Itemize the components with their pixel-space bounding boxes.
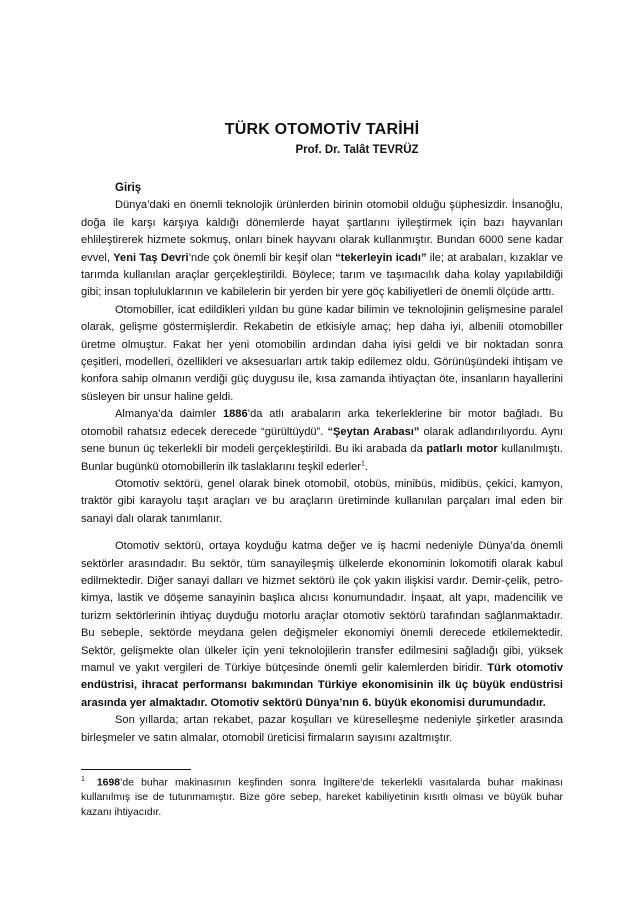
section-heading: Giriş [115, 182, 142, 194]
p3-text-5: . [364, 460, 368, 473]
p1-bold-1: Yeni Taş Devri [113, 251, 189, 264]
p1-text-3: ile; at arabaları, kızaklar ve tarımda kullanılan araçlar gerçekleştirildi. Böylece; tarım ve taşımacılık daha kolay yapılabildiği gibi; insan topluluklarının ve kabilelerin bir yerden bir yere göç kabiliyetleri de önemli ölçüde arttı. [81, 251, 563, 299]
author-line: Prof. Dr. Talât TEVRÜZ [295, 144, 419, 156]
p3-bold-2: “Şeytan Arabası” [327, 425, 420, 438]
p1-bold-2: “tekerleyin icadı” [335, 251, 427, 264]
paragraph-3 [81, 406, 563, 476]
footnote-bold-year: 1698 [96, 777, 121, 789]
footnote-mark: 1 [81, 776, 85, 783]
p3-text-2: ’da atlı arabaların arka tekerleklerine bir motor bağladı. Bu otomobil rahatsız edecek derecede “gürültüydü”. [81, 408, 563, 438]
paragraph-1 [81, 197, 563, 301]
footnote-separator [81, 769, 191, 770]
footnote-reference: 1 [360, 459, 365, 467]
paragraph-5 [81, 538, 563, 712]
p1-text-1: Dünya’daki en önemli teknolojik ürünlerden birinin otomobil olduğu şüphesizdir. İnsanoğlu, doğa ile karşı karşıya kaldığı dönemlerde hayat şartlarını iyileştirmek için bazı hayvanları ehlileştirerek hizmete sokmuş, onları binek hayvanı olarak kullanmıştır. Bundan 6000 sene kadar evvel, [81, 199, 563, 264]
paragraph-4: Otomotiv sektörü, genel olarak binek otomobil, otobüs, minibüs, midibüs, çekici, kamyon, traktör gibi karayolu taşıt araçları ve bu araçların üretiminde kullanılan parçaları imal eden bir sanayi dalı olarak tanımlanır. [81, 477, 563, 525]
footnote [81, 772, 563, 820]
p3-text-3: olarak adlandırılıyordu. Aynı sene bunun üç tekerlekli bir modeli gerçekleştirildi. Bu iki arabada da [81, 425, 563, 456]
p3-bold-1: 1886 [222, 408, 248, 421]
paragraph-6: Son yıllarda; artan rekabet, pazar koşulları ve küreselleşme nedeniyle şirketler arasında birleşmeler ve satın almalar, otomobil üreticisi firmaların sayısını azaltmıştır. [81, 714, 563, 744]
body-text [81, 180, 563, 747]
p3-bold-3: patlarlı motor [426, 443, 498, 456]
paragraph-2: Otomobiller, icat edildikleri yıldan bu güne kadar bilimin ve teknolojinin gelişmesine paralel olarak, gelişme göstermişlerdir. Rekabetin de etkisiyle amaç; hep daha iyi, albenili otomobiller üretme olmuştur. Fakat her yeni otomobilin ardından daha iyisi geldi ve bir noktadan sonra çeşitleri, modelleri, özellikleri ve aksesuarları artık takip edilemez oldu. Görünüşündeki ihtişam ve konfora sahip olmanın verdiği güç duygusu ile, kısa zamanda ihtiyaçtan öte, insanların hayallerini süsleyen bir unsur haline geldi. [81, 303, 563, 403]
p5-bold-1: Türk otomotiv endüstrisi, ihracat performansı bakımından Türkiye ekonomisinin ilk üç büyük endüstrisi arasında yer almaktadır. Otomotiv sektörü Dünya’nın 6. büyük ekonomisi durumundadır. [81, 661, 563, 709]
p3-text-1: Almanya’da daimler [115, 408, 223, 421]
p1-text-2: ’nde çok önemli bir keşif olan [188, 251, 336, 264]
footnote-text: ’de buhar makinasının keşfinden sonra İngiltere’de tekerlekli vasıtalarda buhar makinası kullanılmış ise de tutunmamıştır. Bize göre sebep, hareket kabiliyetinin kısıtlı olması ve büyük buhar kazanı ihtiyacıdır. [81, 777, 563, 819]
document-title: TÜRK OTOMOTİV TARİHİ [224, 121, 420, 138]
p5-text-1: Otomotiv sektörü, ortaya koyduğu katma değer ve iş hacmi nedeniyle Dünya’da önemli sektörler arasındadır. Bu sektör, tüm sanayileşmiş ülkelerde ekonominin lokomotifi olarak kabul edilmektedir. Diğer sanayi dalları ve hizmet sektörü ile çok yakın ilişkisi vardır. Demir-çelik, petro-kimya, lastik ve döşeme sanayinin başlıca alıcısı konumundadır. İnşaat, alt yapı, madencilik ve turizm sektörlerinin ihtiyaç duyduğu motorlu araçlar otomotiv sektörü tarafından sağlanmaktadır. Bu sebeple, sektörde meydana gelen değişmeler ekonomiyi önemli derecede etkilemektedir. Sektör, gelişmekte olan ülkeler için yeni teknolojilerin transfer edilmesini sağladığı gibi, yüksek mamul ve yakıt vergileri de Türkiye bütçesinde önemli gelir kalemlerden biridir. [81, 540, 563, 674]
p3-text-4: kullanılmıştı. Bunlar bugünkü otomobillerin ilk taslaklarını teşkil ederler [81, 443, 564, 473]
